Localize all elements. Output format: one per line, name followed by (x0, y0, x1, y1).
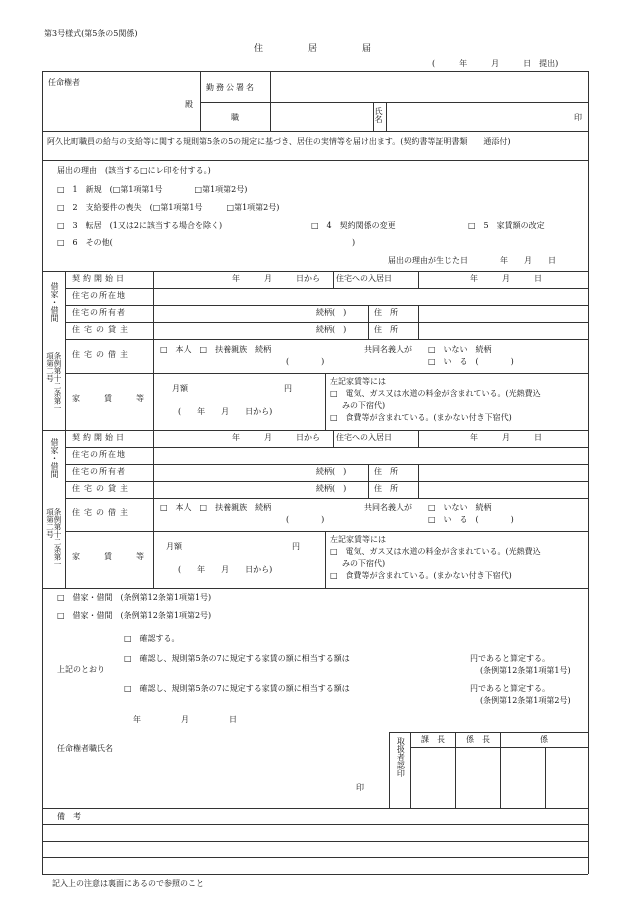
borrower-relation[interactable]: ( ) (286, 357, 325, 366)
reason-occurred-date: 届出の理由が生じた日 年 月 日 (388, 256, 556, 265)
b-rent-yen: 円 (292, 542, 300, 551)
section-chief-label: 課 長 (421, 735, 445, 744)
borrower-self-option[interactable]: □ 本人 □ 扶養親族 続柄 (160, 345, 272, 354)
rent-note-meals[interactable]: □ 食費等が含まれている。(まかない付き下宿代) (330, 413, 512, 422)
co-borrower-none[interactable]: □ いない 続柄 (428, 345, 492, 354)
b-lender-label: 住宅の貸主 (72, 484, 132, 493)
reason-rent-revision[interactable]: □ 5 家賃額の改定 (468, 221, 545, 230)
reason-contract-change[interactable]: □ 4 契約関係の変更 (311, 221, 396, 230)
lender-relation[interactable]: 続柄( ) (316, 325, 347, 334)
reason-move[interactable]: □ 3 転居 (1又は2に該当する場合を除く) (57, 221, 223, 230)
b-lender-relation[interactable]: 続柄( ) (316, 484, 347, 493)
reason-other[interactable]: □ 6 その他( (57, 238, 113, 247)
rent-note-head: 左記家賃等には (330, 377, 386, 386)
b-owner-address-label: 住 所 (374, 467, 398, 476)
b-location-label: 住宅の所在地 (72, 450, 126, 459)
location-label: 住宅の所在地 (72, 291, 126, 300)
confirm-calc-2[interactable]: □ 確認し、規則第5条の7に規定する家賃の額に相当する額は (124, 684, 350, 693)
calc-ref-2: (条例第12条第1項第2号) (480, 696, 571, 705)
owner-label: 住宅の所有者 (72, 308, 126, 317)
position-label: 職 (231, 113, 239, 122)
office-label: 勤務公署名 (206, 83, 256, 92)
contract-start-label: 契約開始日 (72, 274, 127, 283)
reason-loss[interactable]: □ 2 支給要件の喪失 (□第1項第1号 □第1項第2号) (57, 203, 280, 212)
appointer-name-label: 任命権者職氏名 (57, 744, 113, 753)
side-label-a-top: 借家・借間 (50, 282, 59, 322)
b-rent-note-meals[interactable]: □ 食費等が含まれている。(まかない付き下宿代) (330, 571, 512, 580)
b-owner-label: 住宅の所有者 (72, 467, 126, 476)
reason-new[interactable]: □ 1 新規 (□第1項第1号 □第1項第2号) (57, 185, 248, 194)
owner-address-label: 住 所 (374, 308, 398, 317)
confirm-calc-1[interactable]: □ 確認し、規則第5条の7に規定する家賃の額に相当する額は (124, 654, 350, 663)
appointer-label: 任命権者 (48, 78, 80, 87)
b-rent-note-utilities[interactable]: □ 電気、ガス又は水道の料金が含まれている。(光熱費込 (330, 547, 541, 556)
calc-result-1: 円であると算定する。 (470, 654, 550, 663)
seal-mark: 印 (574, 113, 582, 122)
b-move-in-label: 住宅への入居日 (336, 433, 392, 442)
handler-seal-label: 取扱者認印 (396, 737, 406, 777)
b-borrower-label: 住宅の借主 (72, 508, 132, 517)
side-label-b-top: 借家・借間 (50, 438, 59, 478)
co-borrower-label: 共同名義人が (364, 345, 412, 354)
form-number: 第3号様式(第5条の5関係) (44, 29, 138, 38)
owner-relation[interactable]: 続柄( ) (316, 308, 347, 317)
calc-result-2: 円であると算定する。 (470, 684, 550, 693)
rent-note-utilities-cont: みの下宿代) (342, 401, 386, 410)
b-contract-start-date[interactable]: 年 月 日から (232, 433, 320, 442)
confirm-type-2[interactable]: □ 借家・借間 (条例第12条第1項第2号) (57, 611, 212, 620)
lender-address-label: 住 所 (374, 325, 398, 334)
honorific: 殿 (185, 100, 193, 109)
appointer-seal: 印 (356, 783, 364, 792)
b-co-borrower-exists[interactable]: □ い る ( ) (428, 515, 514, 524)
staff-label: 係 (540, 735, 548, 744)
confirm-simple[interactable]: □ 確認する。 (124, 634, 180, 643)
b-rent-label: 家 賃 等 (72, 552, 144, 561)
b-rent-note-utilities-cont: みの下宿代) (342, 559, 386, 568)
rent-since[interactable]: ( 年 月 日から) (178, 407, 273, 416)
b-owner-relation[interactable]: 続柄( ) (316, 467, 347, 476)
b-move-in-date[interactable]: 年 月 日 (470, 433, 542, 442)
reason-heading: 届出の理由 (該当する□にレ印を付する。) (57, 166, 211, 175)
remarks-label: 備 考 (57, 812, 81, 821)
rent-label: 家 賃 等 (72, 394, 144, 403)
side-label-b-bottom: 条例第十二条第一項第二号 (45, 508, 62, 568)
form-title: 住 居 届 (254, 44, 372, 54)
b-borrower-self-option[interactable]: □ 本人 □ 扶養親族 続柄 (160, 503, 272, 512)
b-contract-start-label: 契約開始日 (72, 433, 127, 442)
subsection-chief-label: 係 長 (466, 735, 490, 744)
borrower-label: 住宅の借主 (72, 350, 132, 359)
as-above-label: 上記のとおり (57, 665, 105, 674)
rent-yen: 円 (284, 384, 292, 393)
calc-ref-1: (条例第12条第1項第1号) (480, 666, 571, 675)
contract-start-date[interactable]: 年 月 日から (232, 274, 320, 283)
b-co-borrower-label: 共同名義人が (364, 503, 412, 512)
confirm-date[interactable]: 年 月 日 (133, 715, 237, 724)
lender-label: 住宅の貸主 (72, 325, 132, 334)
b-rent-note-head: 左記家賃等には (330, 535, 386, 544)
b-rent-monthly-label: 月額 (166, 542, 182, 551)
b-borrower-relation[interactable]: ( ) (286, 515, 325, 524)
side-label-a-bottom: 条例第十二条第一項第二号 (45, 352, 62, 412)
move-in-label: 住宅への入居日 (336, 274, 392, 283)
b-lender-address-label: 住 所 (374, 484, 398, 493)
b-co-borrower-none[interactable]: □ いない 続柄 (428, 503, 492, 512)
confirm-type-1[interactable]: □ 借家・借間 (条例第12条第1項第1号) (57, 593, 212, 602)
footer-note: 記入上の注意は裏面にあるので参照のこと (52, 879, 204, 888)
rent-note-utilities[interactable]: □ 電気、ガス又は水道の料金が含まれている。(光熱費込 (330, 389, 541, 398)
b-rent-since[interactable]: ( 年 月 日から) (178, 565, 273, 574)
submission-date: ( 年 月 日 提出) (432, 59, 559, 68)
rent-monthly-label: 月額 (172, 384, 188, 393)
move-in-date[interactable]: 年 月 日 (470, 274, 542, 283)
reason-other-close: ) (352, 238, 356, 247)
co-borrower-exists[interactable]: □ い る ( ) (428, 357, 514, 366)
name-label: 氏名 (374, 107, 383, 123)
intro-text: 阿久比町職員の給与の支給等に関する規則第5条の5の規定に基づき、居住の実情等を届け出ます。(契約書等証明書類 通添付) (47, 137, 511, 146)
